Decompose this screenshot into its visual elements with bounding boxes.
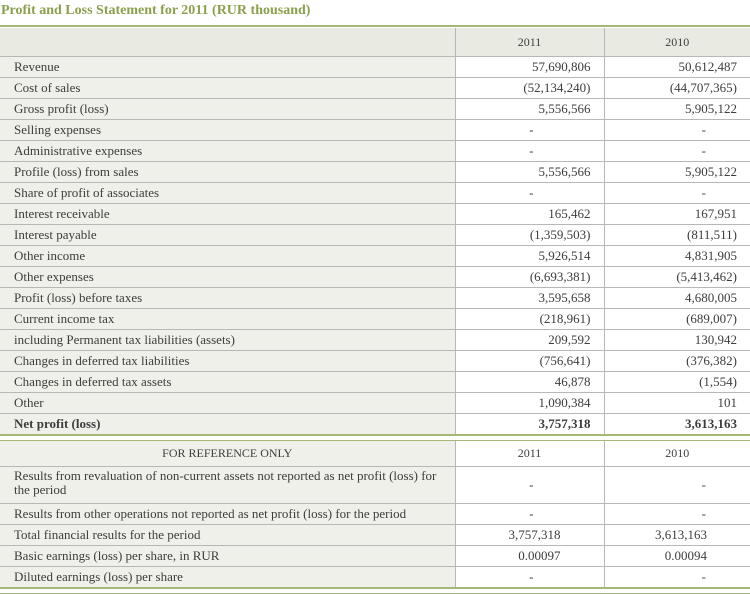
value-2011: 165,462 xyxy=(455,204,604,225)
value-2011: 5,556,566 xyxy=(455,99,604,120)
reference-label: Basic earnings (loss) per share, in RUR xyxy=(0,546,455,567)
value-2010: (5,413,462) xyxy=(604,267,750,288)
table-row xyxy=(0,141,750,162)
value-2010: (1,554) xyxy=(604,372,750,393)
value-2011: 57,690,806 xyxy=(455,57,604,78)
reference-value-2011: 0.00097 xyxy=(455,546,604,567)
value-2010: 101 xyxy=(604,393,750,414)
value-2011: 209,592 xyxy=(455,330,604,351)
table-row xyxy=(0,204,750,225)
value-2011: - xyxy=(455,183,604,204)
table-row xyxy=(0,99,750,120)
reference-value-2010: - xyxy=(604,504,750,525)
row-label: Current income tax xyxy=(0,309,455,330)
reference-row xyxy=(0,546,750,567)
reference-row xyxy=(0,525,750,546)
net-profit-row xyxy=(0,414,750,436)
reference-label: Results from revaluation of non-current assets not reported as net profit (loss) for the period xyxy=(0,467,455,504)
divider-cell xyxy=(0,588,455,594)
value-2011: 5,556,566 xyxy=(455,162,604,183)
value-2010: 130,942 xyxy=(604,330,750,351)
page-title: Profit and Loss Statement for 2011 (RUR thousand) xyxy=(1,3,311,18)
reference-value-2011: - xyxy=(455,504,604,525)
row-label: Interest payable xyxy=(0,225,455,246)
row-label: Other expenses xyxy=(0,267,455,288)
table-bottom-divider xyxy=(0,588,750,594)
value-2011: 5,926,514 xyxy=(455,246,604,267)
divider-cell xyxy=(455,588,604,594)
table-row xyxy=(0,162,750,183)
value-2010: - xyxy=(604,120,750,141)
table-row xyxy=(0,267,750,288)
value-2011: (1,359,503) xyxy=(455,225,604,246)
row-label: Changes in deferred tax liabilities xyxy=(0,351,455,372)
row-label: Selling expenses xyxy=(0,120,455,141)
row-label: Changes in deferred tax assets xyxy=(0,372,455,393)
profit-loss-table xyxy=(0,28,750,594)
value-2010: (689,007) xyxy=(604,309,750,330)
value-2011: 1,090,384 xyxy=(455,393,604,414)
value-2010: 4,831,905 xyxy=(604,246,750,267)
reference-value-2011: - xyxy=(455,567,604,589)
table-row xyxy=(0,351,750,372)
reference-value-2011: 3,757,318 xyxy=(455,525,604,546)
net-profit-label: Net profit (loss) xyxy=(0,414,455,436)
row-label: Other income xyxy=(0,246,455,267)
table-row xyxy=(0,225,750,246)
value-2011: (756,641) xyxy=(455,351,604,372)
row-label: Cost of sales xyxy=(0,78,455,99)
value-2010: - xyxy=(604,141,750,162)
row-label: Profit (loss) before taxes xyxy=(0,288,455,309)
value-2011: - xyxy=(455,141,604,162)
table-row xyxy=(0,183,750,204)
header-2010: 2010 xyxy=(604,28,750,57)
reference-label: Results from other operations not reported as net profit (loss) for the period xyxy=(0,504,455,525)
value-2010: (811,511) xyxy=(604,225,750,246)
reference-header-row xyxy=(0,441,750,467)
value-2010: 5,905,122 xyxy=(604,99,750,120)
value-2011: 46,878 xyxy=(455,372,604,393)
reference-label: Diluted earnings (loss) per share xyxy=(0,567,455,589)
value-2010: - xyxy=(604,183,750,204)
value-2011: (52,134,240) xyxy=(455,78,604,99)
table-row xyxy=(0,393,750,414)
value-2011: (218,961) xyxy=(455,309,604,330)
reference-value-2010: - xyxy=(604,467,750,504)
header-blank-cell xyxy=(0,28,455,57)
row-label: Interest receivable xyxy=(0,204,455,225)
row-label: Other xyxy=(0,393,455,414)
row-label: Share of profit of associates xyxy=(0,183,455,204)
reference-header-2010: 2010 xyxy=(604,441,750,467)
value-2011: (6,693,381) xyxy=(455,267,604,288)
table-row xyxy=(0,78,750,99)
table-row xyxy=(0,372,750,393)
row-label: Administrative expenses xyxy=(0,141,455,162)
reference-value-2010: - xyxy=(604,567,750,589)
reference-header-2011: 2011 xyxy=(455,441,604,467)
reference-value-2010: 0.00094 xyxy=(604,546,750,567)
reference-row xyxy=(0,567,750,589)
reference-heading: FOR REFERENCE ONLY xyxy=(0,441,455,467)
value-2010: 4,680,005 xyxy=(604,288,750,309)
value-2011: - xyxy=(455,120,604,141)
table-row xyxy=(0,57,750,78)
table-row xyxy=(0,288,750,309)
row-label: Profile (loss) from sales xyxy=(0,162,455,183)
row-label: including Permanent tax liabilities (assets) xyxy=(0,330,455,351)
table-row xyxy=(0,330,750,351)
row-label: Gross profit (loss) xyxy=(0,99,455,120)
reference-row xyxy=(0,467,750,504)
table-row xyxy=(0,309,750,330)
value-2010: 167,951 xyxy=(604,204,750,225)
reference-value-2011: - xyxy=(455,467,604,504)
value-2010: 50,612,487 xyxy=(604,57,750,78)
row-label: Revenue xyxy=(0,57,455,78)
reference-label: Total financial results for the period xyxy=(0,525,455,546)
value-2010: (44,707,365) xyxy=(604,78,750,99)
divider-cell xyxy=(604,588,750,594)
value-2011: 3,595,658 xyxy=(455,288,604,309)
value-2010: (376,382) xyxy=(604,351,750,372)
reference-value-2010: 3,613,163 xyxy=(604,525,750,546)
table-row xyxy=(0,246,750,267)
net-profit-2011: 3,757,318 xyxy=(455,414,604,436)
value-2010: 5,905,122 xyxy=(604,162,750,183)
header-2011: 2011 xyxy=(455,28,604,57)
table-header-row xyxy=(0,28,750,57)
table-row xyxy=(0,120,750,141)
net-profit-2010: 3,613,163 xyxy=(604,414,750,436)
reference-row xyxy=(0,504,750,525)
